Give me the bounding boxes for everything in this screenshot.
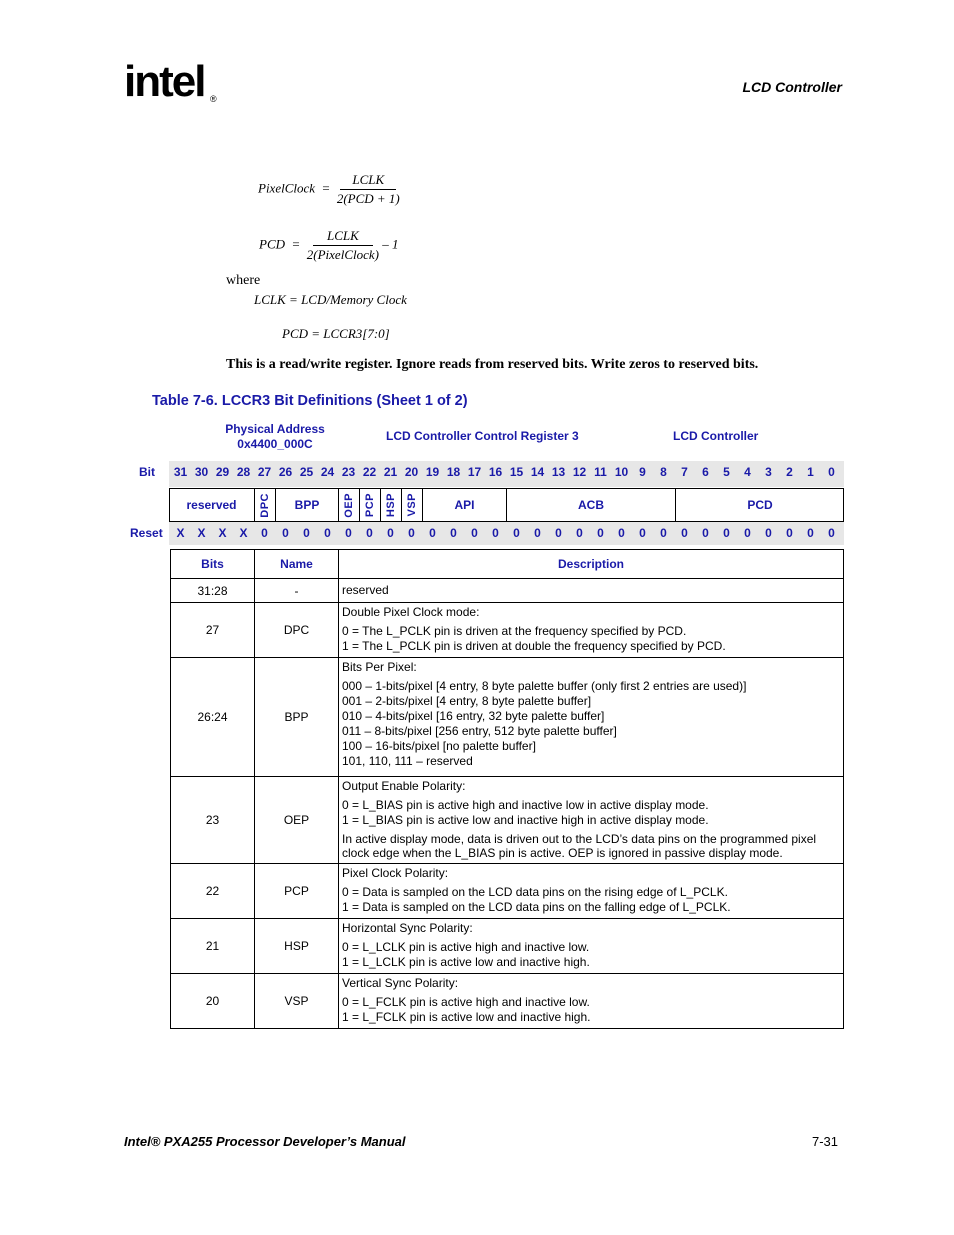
bit-number: 7 bbox=[681, 465, 688, 479]
row-description bbox=[339, 579, 844, 603]
field-acb-label: ACB bbox=[578, 498, 604, 512]
description-title: Bits Per Pixel: bbox=[342, 660, 417, 674]
footer-manual-title: Intel® PXA255 Processor Developer’s Manual bbox=[124, 1134, 406, 1149]
bit-number: 12 bbox=[572, 465, 587, 479]
reset-value: 0 bbox=[597, 526, 604, 540]
formula1-fraction bbox=[337, 172, 400, 207]
row-description bbox=[339, 974, 844, 1029]
description-line: 0 = L_BIAS pin is active high and inactive low in active display mode. bbox=[342, 798, 709, 812]
reset-value: 0 bbox=[408, 526, 415, 540]
description-line: 0 = Data is sampled on the LCD data pins on the rising edge of L_PCLK. bbox=[342, 885, 728, 899]
description-line: reserved bbox=[342, 583, 389, 597]
physical-address bbox=[212, 422, 338, 452]
field-reserved bbox=[169, 488, 255, 522]
bit-number: 16 bbox=[488, 465, 503, 479]
reset-value: 0 bbox=[660, 526, 667, 540]
field-api bbox=[423, 488, 507, 522]
formula2-numerator: LCLK bbox=[313, 228, 373, 246]
row-bits: 22 bbox=[171, 864, 255, 919]
reset-value: 0 bbox=[744, 526, 751, 540]
description-line: 1 = The L_PCLK pin is driven at double the frequency specified by PCD. bbox=[342, 639, 726, 653]
description-line: 0 = L_FCLK pin is active high and inactive low. bbox=[342, 995, 590, 1009]
description-title: Double Pixel Clock mode: bbox=[342, 605, 480, 619]
reset-value: 0 bbox=[723, 526, 730, 540]
row-name: DPC bbox=[255, 603, 339, 658]
description-line: 1 = Data is sampled on the LCD data pins on the falling edge of L_PCLK. bbox=[342, 900, 731, 914]
description-title: Output Enable Polarity: bbox=[342, 779, 466, 793]
field-hsp-label: HSP bbox=[385, 492, 397, 518]
row-name: PCP bbox=[255, 864, 339, 919]
reset-value: 0 bbox=[828, 526, 835, 540]
register-unit: LCD Controller bbox=[673, 429, 759, 443]
reset-value: X bbox=[218, 526, 227, 540]
row-description bbox=[339, 919, 844, 974]
field-dpc-label: DPC bbox=[259, 492, 271, 518]
reset-value: 0 bbox=[576, 526, 583, 540]
field-pcd bbox=[676, 488, 844, 522]
bit-number: 4 bbox=[744, 465, 751, 479]
description-line: 011 – 8-bits/pixel [256 entry, 512 byte palette buffer] bbox=[342, 724, 617, 738]
table-row bbox=[171, 864, 844, 919]
field-hsp bbox=[381, 488, 402, 522]
bit-number: 17 bbox=[467, 465, 482, 479]
bit-number: 19 bbox=[425, 465, 440, 479]
bit-number: 18 bbox=[446, 465, 461, 479]
row-bits: 26:24 bbox=[171, 658, 255, 777]
bit-number: 2 bbox=[786, 465, 793, 479]
row-description bbox=[339, 603, 844, 658]
row-description bbox=[339, 777, 844, 864]
description-line: 0 = The L_PCLK pin is driven at the frequency specified by PCD. bbox=[342, 624, 687, 638]
field-oep-label: OEP bbox=[343, 492, 355, 518]
field-bpp bbox=[276, 488, 339, 522]
field-api-label: API bbox=[454, 498, 475, 512]
formula2-fraction bbox=[307, 228, 379, 263]
bit-number: 10 bbox=[614, 465, 629, 479]
field-pcp bbox=[360, 488, 381, 522]
bit-number: 29 bbox=[215, 465, 230, 479]
intel-logo: intel bbox=[124, 57, 205, 106]
reset-value: 0 bbox=[345, 526, 352, 540]
description-line: 1 = L_FCLK pin is active low and inactive high. bbox=[342, 1010, 591, 1024]
field-dpc bbox=[255, 488, 276, 522]
bit-number: 25 bbox=[299, 465, 314, 479]
formula1-lhs: PixelClock bbox=[258, 180, 316, 196]
reset-value: 0 bbox=[786, 526, 793, 540]
reset-row-label: Reset bbox=[130, 526, 163, 540]
reset-value: 0 bbox=[513, 526, 520, 540]
register-name: LCD Controller Control Register 3 bbox=[386, 429, 579, 443]
bit-number: 23 bbox=[341, 465, 356, 479]
row-name: VSP bbox=[255, 974, 339, 1029]
row-description bbox=[339, 658, 844, 777]
reset-value: 0 bbox=[429, 526, 436, 540]
table-header-row bbox=[171, 550, 844, 579]
description-line: 101, 110, 111 – reserved bbox=[342, 754, 473, 768]
row-bits: 20 bbox=[171, 974, 255, 1029]
reset-value: 0 bbox=[303, 526, 310, 540]
definition-lclk: LCLK = LCD/Memory Clock bbox=[254, 292, 407, 307]
bit-number: 28 bbox=[236, 465, 251, 479]
field-vsp bbox=[402, 488, 423, 522]
bit-number: 27 bbox=[257, 465, 272, 479]
row-bits: 21 bbox=[171, 919, 255, 974]
description-title: Horizontal Sync Polarity: bbox=[342, 921, 473, 935]
bit-number: 22 bbox=[362, 465, 377, 479]
where-label: where bbox=[226, 273, 261, 288]
reset-value: 0 bbox=[618, 526, 625, 540]
bit-number: 14 bbox=[530, 465, 545, 479]
reset-value: 0 bbox=[807, 526, 814, 540]
description-line: 0 = L_LCLK pin is active high and inactive low. bbox=[342, 940, 590, 954]
formula2-denominator: 2(PixelClock) bbox=[306, 247, 379, 262]
reset-value: 0 bbox=[387, 526, 394, 540]
reset-value: 0 bbox=[282, 526, 289, 540]
row-description bbox=[339, 864, 844, 919]
reset-value: 0 bbox=[450, 526, 457, 540]
bit-number: 5 bbox=[723, 465, 730, 479]
description-line: 100 – 16-bits/pixel [no palette buffer] bbox=[342, 739, 536, 753]
description-line: 001 – 2-bits/pixel [4 entry, 8 byte palette buffer] bbox=[342, 694, 592, 708]
section-title: LCD Controller bbox=[742, 79, 842, 95]
footer-page-number: 7-31 bbox=[811, 1134, 838, 1149]
field-acb bbox=[507, 488, 676, 522]
bit-number: 24 bbox=[320, 465, 335, 479]
physical-address-value: 0x4400_000C bbox=[237, 437, 313, 451]
formula1-equals: = bbox=[321, 180, 331, 196]
field-vsp-label: VSP bbox=[406, 493, 418, 517]
reset-value: 0 bbox=[366, 526, 373, 540]
definition-pcd: PCD = LCCR3[7:0] bbox=[282, 326, 390, 341]
table-row bbox=[171, 579, 844, 603]
bit-number: 20 bbox=[404, 465, 419, 479]
field-reserved-label: reserved bbox=[186, 498, 237, 512]
row-name: HSP bbox=[255, 919, 339, 974]
reset-value: X bbox=[239, 526, 248, 540]
row-bits: 27 bbox=[171, 603, 255, 658]
formula2-equals: = bbox=[291, 236, 301, 252]
bit-number: 15 bbox=[509, 465, 524, 479]
reset-value: X bbox=[197, 526, 206, 540]
reset-value: 0 bbox=[555, 526, 562, 540]
description-line: 1 = L_LCLK pin is active low and inactive high. bbox=[342, 955, 590, 969]
field-bpp-label: BPP bbox=[294, 498, 320, 512]
row-bits: 23 bbox=[171, 777, 255, 864]
header-bits: Bits bbox=[171, 550, 255, 579]
bit-number: 26 bbox=[278, 465, 293, 479]
table-caption: Table 7-6. LCCR3 Bit Definitions (Sheet 1 of 2) bbox=[152, 393, 468, 409]
bit-number: 9 bbox=[639, 465, 646, 479]
reset-value: X bbox=[176, 526, 185, 540]
header-name: Name bbox=[255, 550, 339, 579]
bit-row-label: Bit bbox=[139, 465, 155, 479]
bit-number: 31 bbox=[173, 465, 188, 479]
physical-address-label: Physical Address bbox=[225, 422, 325, 436]
description-line: 000 – 1-bits/pixel [4 entry, 8 byte palette buffer (only first 2 entries are used)] bbox=[342, 679, 747, 693]
field-oep bbox=[339, 488, 360, 522]
reset-value: 0 bbox=[492, 526, 499, 540]
header-description: Description bbox=[339, 550, 844, 579]
table-row bbox=[171, 603, 844, 658]
reset-value: 0 bbox=[702, 526, 709, 540]
row-name: OEP bbox=[255, 777, 339, 864]
bit-number: 6 bbox=[702, 465, 709, 479]
reset-value: 0 bbox=[261, 526, 268, 540]
row-bits: 31:28 bbox=[171, 579, 255, 603]
field-pcp-label: PCP bbox=[364, 492, 376, 518]
formula1-denominator: 2(PCD + 1) bbox=[336, 191, 400, 206]
registered-mark: ® bbox=[210, 94, 217, 104]
formula-pcd bbox=[259, 228, 398, 263]
bit-number: 1 bbox=[807, 465, 814, 479]
bit-number: 13 bbox=[551, 465, 566, 479]
row-name: BPP bbox=[255, 658, 339, 777]
reset-value: 0 bbox=[324, 526, 331, 540]
bit-number: 3 bbox=[765, 465, 772, 479]
bit-number: 30 bbox=[194, 465, 209, 479]
formula-pixel-clock bbox=[258, 172, 400, 207]
formula1-numerator: LCLK bbox=[340, 172, 396, 190]
register-note: This is a read/write register. Ignore reads from reserved bits. Write zeros to reserved bits. bbox=[226, 357, 759, 372]
bit-number: 0 bbox=[828, 465, 835, 479]
description-line: 010 – 4-bits/pixel [16 entry, 32 byte palette buffer] bbox=[342, 709, 605, 723]
bit-number: 8 bbox=[660, 465, 667, 479]
description-title: Vertical Sync Polarity: bbox=[342, 976, 459, 990]
description-title: Pixel Clock Polarity: bbox=[342, 866, 449, 880]
reset-value: 0 bbox=[681, 526, 688, 540]
table-row bbox=[171, 974, 844, 1029]
table-row bbox=[171, 658, 844, 777]
formula2-lhs: PCD bbox=[259, 236, 285, 252]
row-name: - bbox=[255, 579, 339, 603]
bit-definitions-table bbox=[170, 549, 844, 1029]
reset-value: 0 bbox=[765, 526, 772, 540]
description-line: 1 = L_BIAS pin is active low and inactive high in active display mode. bbox=[342, 813, 709, 827]
formula2-tail: – 1 bbox=[382, 236, 399, 252]
table-row bbox=[171, 919, 844, 974]
reset-value: 0 bbox=[534, 526, 541, 540]
reset-value: 0 bbox=[471, 526, 478, 540]
table-row bbox=[171, 777, 844, 864]
bit-number: 21 bbox=[383, 465, 398, 479]
reset-value: 0 bbox=[639, 526, 646, 540]
bit-number: 11 bbox=[594, 465, 607, 479]
description-extra: In active display mode, data is driven out to the LCD’s data pins on the programmed pixel clock edge when the L_BIAS pin is active. OEP is ignored in passive display mode. bbox=[342, 832, 817, 860]
field-pcd-label: PCD bbox=[747, 498, 773, 512]
